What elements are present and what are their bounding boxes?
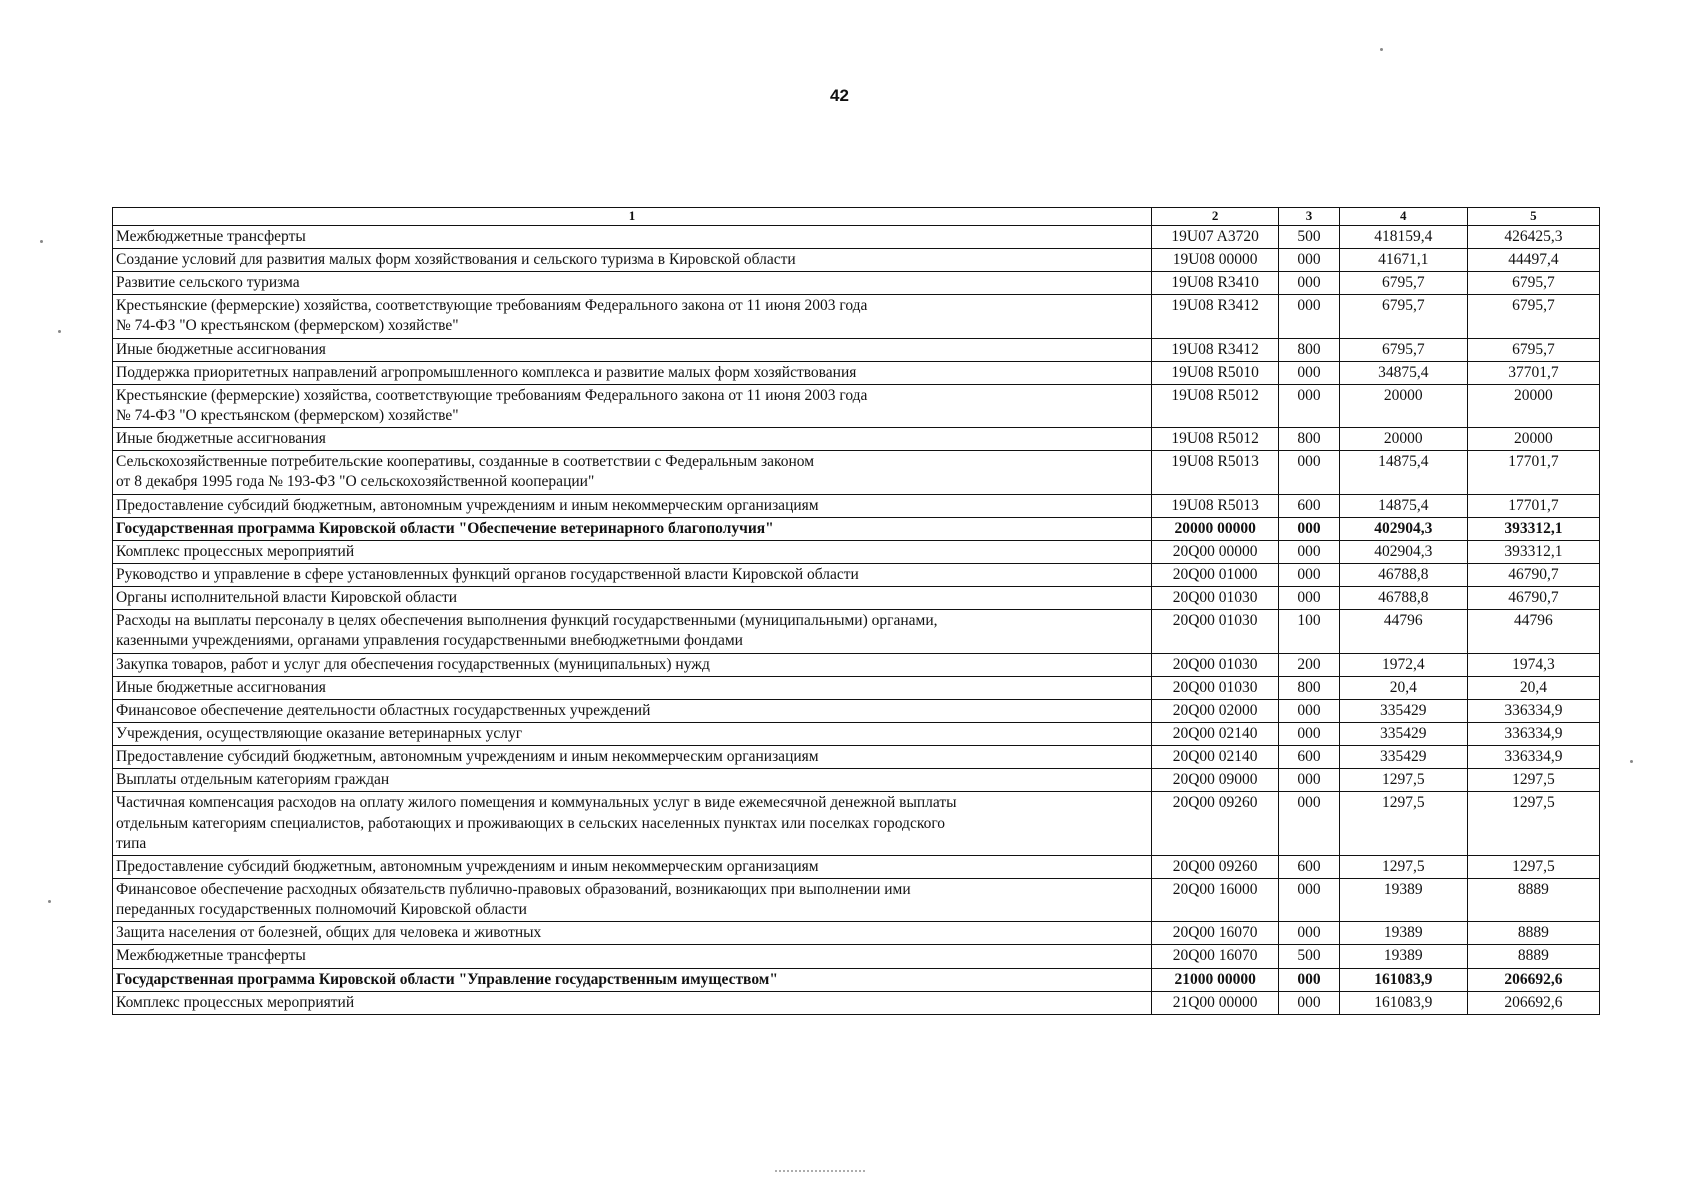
- table-row: [113, 451, 1600, 494]
- cell-v4: 19389: [1339, 945, 1467, 968]
- table-row: [113, 769, 1600, 792]
- cell-kind: 000: [1279, 968, 1340, 991]
- cell-v4: 14875,4: [1339, 494, 1467, 517]
- cell-name: Предоставление субсидий бюджетным, автономным учреждениям и иным некоммерческим организациям: [113, 494, 1152, 517]
- cell-v5: 8889: [1467, 878, 1599, 921]
- cell-code: 19U08 R5010: [1152, 361, 1279, 384]
- cell-code: 20Q00 02000: [1152, 699, 1279, 722]
- cell-name: Сельскохозяйственные потребительские кооперативы, созданные в соответствии с Федеральным законом от 8 декабря 1995 года № 193-ФЗ "О сельскохозяйственной кооперации": [113, 451, 1152, 494]
- cell-kind: 000: [1279, 249, 1340, 272]
- cell-v5: 17701,7: [1467, 494, 1599, 517]
- cell-v4: 14875,4: [1339, 451, 1467, 494]
- cell-v4: 46788,8: [1339, 564, 1467, 587]
- cell-code: 21000 00000: [1152, 968, 1279, 991]
- cell-code: 20Q00 16000: [1152, 878, 1279, 921]
- cell-name: Развитие сельского туризма: [113, 272, 1152, 295]
- table-row: [113, 295, 1600, 338]
- cell-v4: 19389: [1339, 922, 1467, 945]
- cell-kind: 000: [1279, 272, 1340, 295]
- cell-kind: 000: [1279, 991, 1340, 1014]
- cell-v5: 336334,9: [1467, 746, 1599, 769]
- table-row: [113, 494, 1600, 517]
- cell-v4: 402904,3: [1339, 540, 1467, 563]
- table-row: [113, 945, 1600, 968]
- cell-name: Частичная компенсация расходов на оплату жилого помещения и коммунальных услуг в виде ежемесячной денежной выплаты отдельным категориям специалистов, работающих и проживающих в сельских населенных пунктах или поселках городского типа: [113, 792, 1152, 855]
- cell-v4: 6795,7: [1339, 272, 1467, 295]
- table-row: [113, 653, 1600, 676]
- cell-kind: 000: [1279, 564, 1340, 587]
- cell-kind: 500: [1279, 945, 1340, 968]
- cell-v4: 6795,7: [1339, 338, 1467, 361]
- cell-name: Закупка товаров, работ и услуг для обеспечения государственных (муниципальных) нужд: [113, 653, 1152, 676]
- cell-code: 20000 00000: [1152, 517, 1279, 540]
- header-col-5: 5: [1467, 208, 1599, 226]
- cell-kind: 100: [1279, 610, 1340, 653]
- cell-v5: 8889: [1467, 945, 1599, 968]
- cell-code: 19U07 A3720: [1152, 225, 1279, 248]
- cell-v5: 8889: [1467, 922, 1599, 945]
- cell-kind: 600: [1279, 855, 1340, 878]
- cell-v5: 6795,7: [1467, 272, 1599, 295]
- table-row: [113, 746, 1600, 769]
- cell-code: 20Q00 01030: [1152, 676, 1279, 699]
- cell-name: Крестьянские (фермерские) хозяйства, соответствующие требованиям Федерального закона от 11 июня 2003 года № 74-ФЗ "О крестьянском (фермерском) хозяйстве": [113, 295, 1152, 338]
- cell-name: Государственная программа Кировской области "Обеспечение ветеринарного благополучия": [113, 517, 1152, 540]
- cell-name: Создание условий для развития малых форм хозяйствования и сельского туризма в Кировской области: [113, 249, 1152, 272]
- cell-v5: 6795,7: [1467, 338, 1599, 361]
- scan-speck: [48, 900, 51, 903]
- scan-speck: [58, 330, 61, 333]
- cell-kind: 000: [1279, 517, 1340, 540]
- cell-code: 20Q00 16070: [1152, 922, 1279, 945]
- cell-name: Крестьянские (фермерские) хозяйства, соответствующие требованиям Федерального закона от 11 июня 2003 года № 74-ФЗ "О крестьянском (фермерском) хозяйстве": [113, 384, 1152, 427]
- cell-v5: 1297,5: [1467, 792, 1599, 855]
- table-row: [113, 225, 1600, 248]
- scan-artifact: [775, 1170, 865, 1180]
- cell-name: Органы исполнительной власти Кировской области: [113, 587, 1152, 610]
- cell-v5: 206692,6: [1467, 991, 1599, 1014]
- cell-name: Комплекс процессных мероприятий: [113, 991, 1152, 1014]
- cell-kind: 600: [1279, 746, 1340, 769]
- cell-v5: 1297,5: [1467, 855, 1599, 878]
- table-row: [113, 610, 1600, 653]
- cell-kind: 600: [1279, 494, 1340, 517]
- cell-kind: 200: [1279, 653, 1340, 676]
- cell-code: 19U08 R5012: [1152, 384, 1279, 427]
- cell-v4: 19389: [1339, 878, 1467, 921]
- cell-code: 20Q00 02140: [1152, 746, 1279, 769]
- table-row: [113, 676, 1600, 699]
- table-row: [113, 878, 1600, 921]
- cell-name: Иные бюджетные ассигнования: [113, 428, 1152, 451]
- cell-kind: 000: [1279, 792, 1340, 855]
- cell-v4: 335429: [1339, 746, 1467, 769]
- cell-v5: 46790,7: [1467, 564, 1599, 587]
- table-row: [113, 338, 1600, 361]
- table-row: [113, 428, 1600, 451]
- cell-code: 19U08 R3412: [1152, 295, 1279, 338]
- cell-code: 20Q00 01030: [1152, 587, 1279, 610]
- table-row: [113, 517, 1600, 540]
- table-row: [113, 699, 1600, 722]
- cell-v5: 46790,7: [1467, 587, 1599, 610]
- table-row: [113, 855, 1600, 878]
- scan-speck: [1380, 48, 1383, 51]
- cell-name: Поддержка приоритетных направлений агропромышленного комплекса и развитие малых форм хозяйствования: [113, 361, 1152, 384]
- cell-kind: 000: [1279, 295, 1340, 338]
- header-col-2: 2: [1152, 208, 1279, 226]
- cell-code: 19U08 R5013: [1152, 451, 1279, 494]
- cell-v5: 20,4: [1467, 676, 1599, 699]
- cell-v5: 393312,1: [1467, 517, 1599, 540]
- cell-code: 19U08 R3410: [1152, 272, 1279, 295]
- cell-v4: 41671,1: [1339, 249, 1467, 272]
- cell-v5: 44796: [1467, 610, 1599, 653]
- cell-v4: 20,4: [1339, 676, 1467, 699]
- cell-name: Финансовое обеспечение деятельности областных государственных учреждений: [113, 699, 1152, 722]
- table-row: [113, 991, 1600, 1014]
- cell-code: 20Q00 02140: [1152, 722, 1279, 745]
- table-row: [113, 722, 1600, 745]
- cell-code: 21Q00 00000: [1152, 991, 1279, 1014]
- cell-v5: 37701,7: [1467, 361, 1599, 384]
- cell-kind: 800: [1279, 338, 1340, 361]
- cell-name: Финансовое обеспечение расходных обязательств публично-правовых образований, возникающих при выполнении ими переданных государственных полномочий Кировской области: [113, 878, 1152, 921]
- scan-speck: [1630, 760, 1633, 763]
- table-row: [113, 361, 1600, 384]
- cell-v5: 44497,4: [1467, 249, 1599, 272]
- table-body: [113, 225, 1600, 1014]
- header-col-3: 3: [1279, 208, 1340, 226]
- cell-kind: 000: [1279, 699, 1340, 722]
- header-col-4: 4: [1339, 208, 1467, 226]
- cell-v4: 1297,5: [1339, 769, 1467, 792]
- table-row: [113, 968, 1600, 991]
- cell-v4: 44796: [1339, 610, 1467, 653]
- cell-v4: 335429: [1339, 699, 1467, 722]
- cell-code: 19U08 R5012: [1152, 428, 1279, 451]
- cell-v4: 46788,8: [1339, 587, 1467, 610]
- cell-kind: 000: [1279, 922, 1340, 945]
- cell-v4: 335429: [1339, 722, 1467, 745]
- cell-kind: 000: [1279, 587, 1340, 610]
- cell-code: 20Q00 09000: [1152, 769, 1279, 792]
- cell-kind: 000: [1279, 540, 1340, 563]
- cell-kind: 000: [1279, 361, 1340, 384]
- budget-table-container: [112, 207, 1600, 1015]
- cell-v5: 20000: [1467, 384, 1599, 427]
- header-col-1: 1: [113, 208, 1152, 226]
- cell-v5: 1974,3: [1467, 653, 1599, 676]
- cell-name: Государственная программа Кировской области "Управление государственным имуществом": [113, 968, 1152, 991]
- cell-name: Иные бюджетные ассигнования: [113, 676, 1152, 699]
- table-row: [113, 249, 1600, 272]
- page-number: 42: [830, 86, 849, 105]
- cell-code: 20Q00 16070: [1152, 945, 1279, 968]
- cell-v4: 402904,3: [1339, 517, 1467, 540]
- cell-kind: 000: [1279, 451, 1340, 494]
- cell-v4: 1297,5: [1339, 792, 1467, 855]
- table-row: [113, 564, 1600, 587]
- cell-v4: 161083,9: [1339, 991, 1467, 1014]
- cell-kind: 800: [1279, 428, 1340, 451]
- cell-code: 20Q00 01000: [1152, 564, 1279, 587]
- cell-v5: 426425,3: [1467, 225, 1599, 248]
- cell-v4: 6795,7: [1339, 295, 1467, 338]
- cell-name: Предоставление субсидий бюджетным, автономным учреждениям и иным некоммерческим организациям: [113, 746, 1152, 769]
- table-row: [113, 922, 1600, 945]
- cell-name: Иные бюджетные ассигнования: [113, 338, 1152, 361]
- cell-code: 20Q00 01030: [1152, 653, 1279, 676]
- table-row: [113, 384, 1600, 427]
- cell-code: 20Q00 09260: [1152, 792, 1279, 855]
- table-row: [113, 792, 1600, 855]
- header-row: [113, 208, 1600, 226]
- cell-v5: 206692,6: [1467, 968, 1599, 991]
- cell-code: 19U08 R5013: [1152, 494, 1279, 517]
- cell-v5: 336334,9: [1467, 722, 1599, 745]
- cell-v5: 17701,7: [1467, 451, 1599, 494]
- cell-code: 19U08 R3412: [1152, 338, 1279, 361]
- cell-name: Выплаты отдельным категориям граждан: [113, 769, 1152, 792]
- cell-name: Межбюджетные трансферты: [113, 945, 1152, 968]
- cell-kind: 000: [1279, 722, 1340, 745]
- cell-code: 19U08 00000: [1152, 249, 1279, 272]
- cell-name: Руководство и управление в сфере установленных функций органов государственной власти Кировской области: [113, 564, 1152, 587]
- cell-kind: 000: [1279, 769, 1340, 792]
- cell-kind: 000: [1279, 384, 1340, 427]
- cell-code: 20Q00 00000: [1152, 540, 1279, 563]
- scan-speck: [40, 240, 43, 243]
- cell-code: 20Q00 09260: [1152, 855, 1279, 878]
- cell-name: Комплекс процессных мероприятий: [113, 540, 1152, 563]
- cell-kind: 500: [1279, 225, 1340, 248]
- table-row: [113, 587, 1600, 610]
- table-row: [113, 272, 1600, 295]
- cell-v4: 1297,5: [1339, 855, 1467, 878]
- cell-name: Межбюджетные трансферты: [113, 225, 1152, 248]
- cell-v4: 418159,4: [1339, 225, 1467, 248]
- cell-v4: 34875,4: [1339, 361, 1467, 384]
- cell-name: Предоставление субсидий бюджетным, автономным учреждениям и иным некоммерческим организациям: [113, 855, 1152, 878]
- cell-v5: 20000: [1467, 428, 1599, 451]
- cell-v4: 20000: [1339, 428, 1467, 451]
- cell-name: Защита населения от болезней, общих для человека и животных: [113, 922, 1152, 945]
- cell-name: Расходы на выплаты персоналу в целях обеспечения выполнения функций государственными (муниципальными) органами, казенными учреждениями, органами управления государственными внебюджетными фондами: [113, 610, 1152, 653]
- cell-v5: 336334,9: [1467, 699, 1599, 722]
- table-row: [113, 540, 1600, 563]
- cell-v4: 20000: [1339, 384, 1467, 427]
- cell-v5: 393312,1: [1467, 540, 1599, 563]
- cell-kind: 800: [1279, 676, 1340, 699]
- cell-code: 20Q00 01030: [1152, 610, 1279, 653]
- cell-v5: 1297,5: [1467, 769, 1599, 792]
- cell-v4: 161083,9: [1339, 968, 1467, 991]
- budget-table: [112, 207, 1600, 1015]
- cell-v4: 1972,4: [1339, 653, 1467, 676]
- cell-v5: 6795,7: [1467, 295, 1599, 338]
- cell-name: Учреждения, осуществляющие оказание ветеринарных услуг: [113, 722, 1152, 745]
- cell-kind: 000: [1279, 878, 1340, 921]
